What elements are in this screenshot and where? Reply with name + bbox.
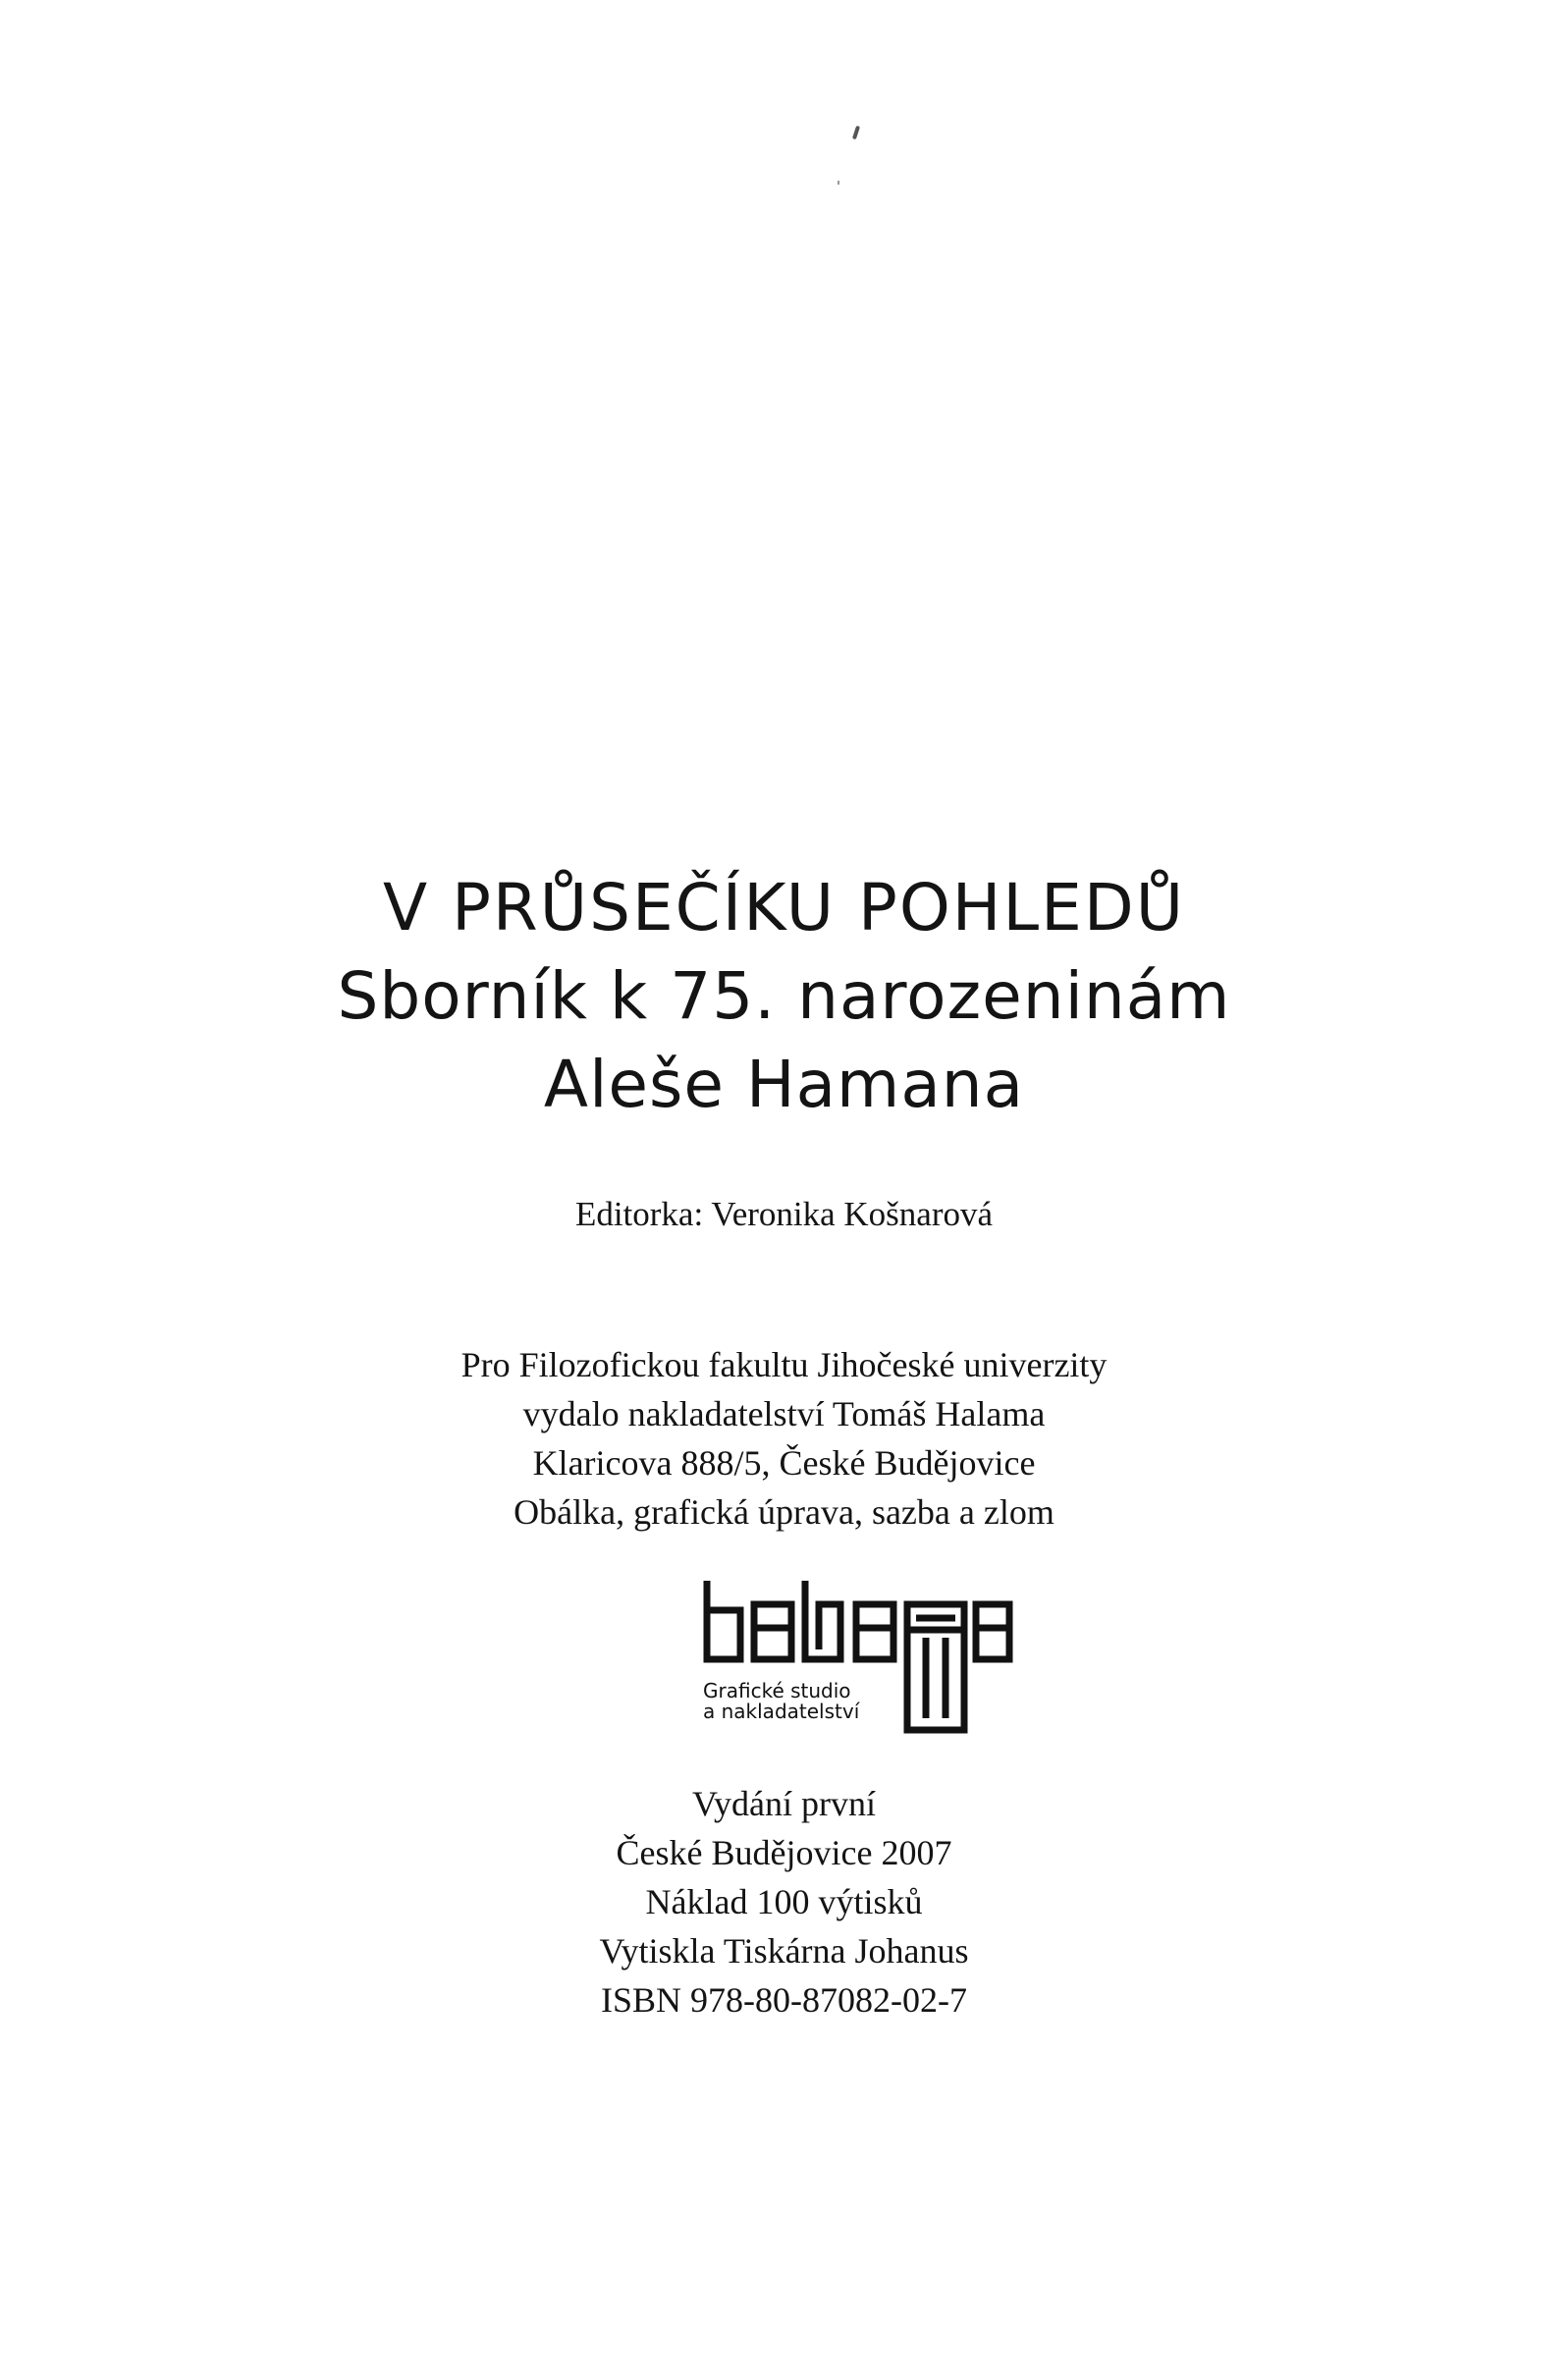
imprint-line: Obálka, grafická úprava, sazba a zlom <box>514 1492 1054 1532</box>
logo-caption-line: Grafické studio <box>703 1679 851 1702</box>
editor-credit: Editorka: Veronika Košnarová <box>574 1195 994 1233</box>
book-title <box>0 864 1568 1129</box>
edition-line: České Budějovice 2007 <box>616 1833 952 1872</box>
edition-line: Vytiskla Tiskárna Johanus <box>599 1931 969 1971</box>
halama-logo <box>703 1581 1013 1738</box>
publisher-imprint <box>0 1340 1568 1537</box>
edition-line: Náklad 100 výtisků <box>645 1882 923 1921</box>
title-line-1: V PRŮSEČÍKU POHLEDŮ <box>382 870 1185 945</box>
title-line-3: Aleše Hamana <box>543 1047 1025 1122</box>
edition-details <box>0 1779 1568 2025</box>
imprint-line: Klaricova 888/5, České Budějovice <box>532 1443 1036 1483</box>
title-line-2: Sborník k 75. narozeninám <box>337 958 1231 1034</box>
imprint-line: Pro Filozofickou fakultu Jihočeské univerzity <box>460 1345 1108 1384</box>
imprint-line: vydalo nakladatelství Tomáš Halama <box>522 1394 1046 1433</box>
edition-line: Vydání první <box>692 1784 876 1823</box>
logo-caption <box>703 1681 859 1722</box>
isbn: ISBN 978-80-87082-02-7 <box>601 1980 967 2020</box>
scan-speck <box>852 126 860 140</box>
logo-caption-line: a nakladatelství <box>703 1700 860 1723</box>
scan-speck <box>838 181 839 185</box>
